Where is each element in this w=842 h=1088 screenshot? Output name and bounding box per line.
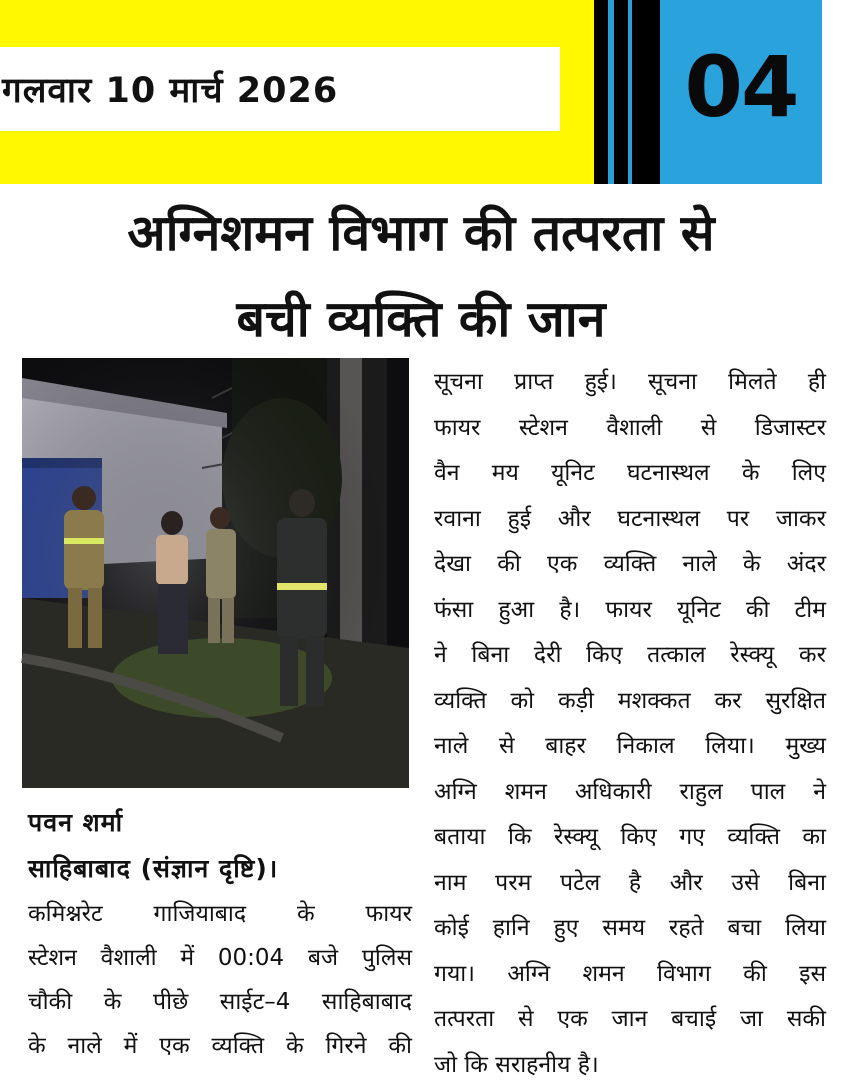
date-strip (0, 47, 560, 131)
headline-line-2: बची व्यक्ति की जान (0, 276, 842, 362)
masthead-stripes (594, 0, 660, 184)
rescue-scene-image (22, 358, 409, 788)
page-number: 04 (685, 38, 798, 136)
page-number-block (660, 0, 822, 184)
body-text-line: कमिश्नरेट गाजियाबाद के फायर (28, 892, 412, 936)
body-text-line: नाम परम पटेल है और उसे बिना (434, 861, 826, 907)
headline (0, 190, 842, 362)
body-text-line: ने बिना देरी किए तत्काल रेस्क्यू कर (434, 633, 826, 679)
masthead-yellow-band (0, 0, 594, 184)
body-text-line: कोई हानि हुए समय रहते बचा लिया (434, 906, 826, 952)
author-name: पवन शर्मा (28, 800, 412, 846)
body-text-line: जो कि सराहनीय है। (434, 1043, 826, 1088)
body-text-line: देखा की एक व्यक्ति नाले के अंदर (434, 542, 826, 588)
body-text-line: रवाना हुई और घटनास्थल पर जाकर (434, 497, 826, 543)
news-photo (22, 358, 409, 788)
issue-date: गलवार 10 मार्च 2026 (2, 66, 338, 113)
dateline: साहिबाबाद (संज्ञान दृष्टि)। (28, 846, 412, 892)
body-text-line: स्टेशन वैशाली में 00:04 बजे पुलिस (28, 936, 412, 980)
headline-line-1: अग्निशमन विभाग की तत्परता से (0, 190, 842, 276)
body-text-line: गया। अग्नि शमन विभाग की इस (434, 952, 826, 998)
body-text-line: फायर स्टेशन वैशाली से डिजास्टर (434, 406, 826, 452)
body-text-line: बताया कि रेस्क्यू किए गए व्यक्ति का (434, 815, 826, 861)
body-text-line: चौकी के पीछे साईट–4 साहिबाबाद (28, 980, 412, 1024)
body-text-line: तत्परता से एक जान बचाई जा सकी (434, 997, 826, 1043)
body-text-line: के नाले में एक व्यक्ति के गिरने की (28, 1024, 412, 1068)
body-text-line: वैन मय यूनिट घटनास्थल के लिए (434, 451, 826, 497)
body-text-line: अग्नि शमन अधिकारी राहुल पाल ने (434, 770, 826, 816)
body-text-line: सूचना प्राप्त हुई। सूचना मिलते ही (434, 360, 826, 406)
body-text-line: व्यक्ति को कड़ी मशक्कत कर सुरक्षित (434, 679, 826, 725)
right-column (434, 360, 826, 1088)
body-text-line: फंसा हुआ है। फायर यूनिट की टीम (434, 588, 826, 634)
body-text-line: नाले से बाहर निकाल लिया। मुख्य (434, 724, 826, 770)
left-column (28, 800, 412, 1068)
